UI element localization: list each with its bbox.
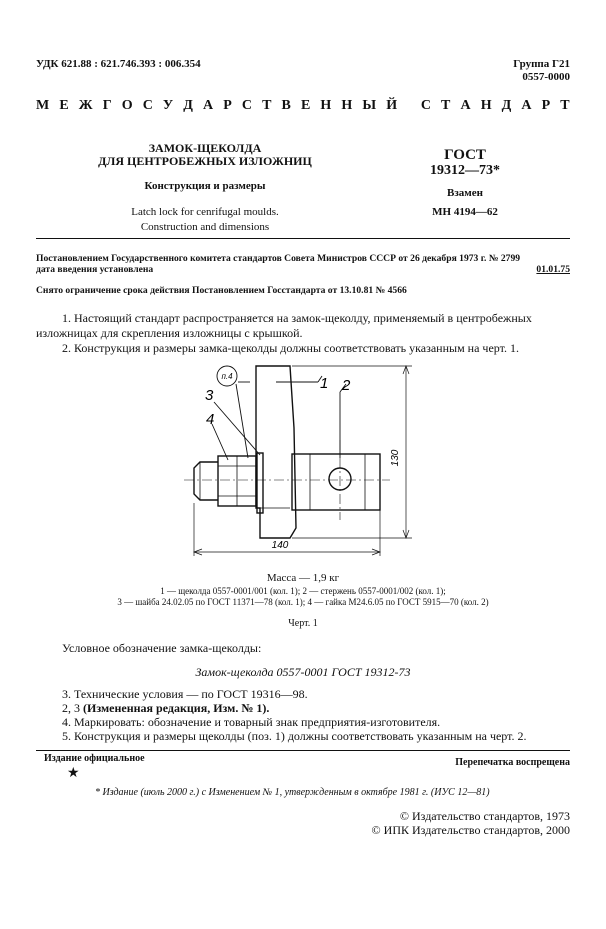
banner-letter: Р: [223, 98, 232, 113]
item-5: 5. Конструкция и размеры щеколды (поз. 1) должны соответствовать указанным на черт. 2.: [62, 729, 527, 743]
label-3: 3: [205, 387, 214, 404]
banner-letter: А: [203, 98, 214, 113]
banner-letter: Д: [501, 98, 512, 113]
title-ru-line-2: ДЛЯ ЦЕНТРОБЕЖНЫХ ИЗЛОЖНИЦ: [98, 154, 312, 168]
reprint-prohibited: Перепечатка воспрещена: [455, 757, 570, 768]
standard-banner: [36, 98, 570, 114]
intro-paragraphs: [36, 311, 570, 356]
label-1: 1: [320, 375, 329, 392]
decree-date: 01.01.75: [536, 264, 570, 275]
gost-number: 19312—73*: [430, 163, 500, 178]
mass: Масса — 1,9 кг: [266, 572, 340, 584]
decree-block: [36, 253, 570, 275]
item-3: 3. Технические условия — по ГОСТ 19316—98.: [62, 687, 308, 701]
banner-letter: Ж: [78, 98, 93, 113]
title-ru-line-1: ЗАМОК-ЩЕКОЛДА: [148, 141, 262, 155]
item-2-3-prefix: 2, 3: [62, 701, 83, 715]
group-code: [513, 58, 570, 84]
title-ru-subtitle: Конструкция и размеры: [144, 180, 266, 192]
designation-value: Замок-щеколда 0557-0001 ГОСТ 19312-73: [195, 665, 411, 679]
banner-letter: С: [420, 98, 431, 113]
replaces-number: МН 4194—62: [432, 206, 498, 218]
gost-block: [410, 147, 520, 220]
decree-line-1: Постановлением Государственного комитета стандартов Совета Министров СССР от 26 декабря 1973 г. № 2799: [36, 253, 521, 264]
banner-letter: В: [281, 98, 291, 113]
items-list: [62, 687, 570, 743]
parts-line-2: 3 — шайба 24.02.05 по ГОСТ 11371—78 (кол. 1); 4 — гайка М24.6.05 по ГОСТ 5915—70 (кол. 2): [117, 597, 489, 607]
official-edition: Издание официальное: [44, 753, 145, 764]
banner-letter: Д: [183, 98, 193, 113]
banner-letter: Р: [541, 98, 551, 113]
banner-letter: А: [460, 98, 471, 113]
banner-letter: Й: [386, 98, 398, 113]
banner-letter: Т: [441, 98, 451, 113]
group-line-1: Группа Г21: [513, 58, 570, 70]
banner-letter: Е: [59, 98, 69, 113]
item-2-3-bold: (Измененная редакция, Изм. № 1).: [83, 701, 270, 715]
group-line-2: 0557-0000: [522, 71, 570, 83]
paragraph-1a: 1. Настоящий стандарт распространяется на замок-щеколду, применяемый в центробежных: [62, 311, 532, 325]
banner-letter: [407, 98, 411, 114]
parts-line-1: 1 — щеколда 0557-0001/001 (кол. 1); 2 — стержень 0557-0001/002 (кол. 1);: [160, 586, 446, 596]
banner-letter: С: [241, 98, 253, 113]
banner-letter: У: [162, 98, 174, 113]
banner-letter: Н: [480, 98, 492, 113]
banner-letter: С: [142, 98, 153, 113]
dim-height: 130: [390, 449, 401, 467]
footer-rule: [36, 750, 570, 751]
item-2-3-note: [62, 701, 570, 715]
paragraph-1b: изложницах для скрепления изложницы с крышкой.: [36, 326, 303, 340]
replaces-label: Взамен: [447, 187, 483, 199]
copyright: [372, 809, 570, 837]
item-4: 4. Маркировать: обозначение и товарный знак предприятия-изготовителя.: [62, 715, 441, 729]
title-en-line-1: Latch lock for cenrifugal moulds.: [131, 206, 279, 218]
figure-caption: Черт. 1: [288, 618, 318, 629]
banner-letter: Т: [560, 98, 570, 113]
gost-label: ГОСТ: [444, 147, 486, 163]
title-en: [60, 205, 350, 235]
designation-label: Условное обозначение замка-щеколды:: [62, 641, 262, 655]
paragraph-2: 2. Конструкция и размеры замка-щеколды должны соответствовать указанным на черт. 1.: [62, 341, 519, 355]
title-ru: [60, 142, 350, 168]
edition-note: * Издание (июль 2000 г.) с Изменением № 1, утвержденным в октябре 1981 г. (ИУС 12—81): [95, 787, 490, 798]
limit-removed: Снято ограничение срока действия Постановлением Госстандарта от 13.10.81 № 4566: [36, 285, 407, 296]
banner-letter: Г: [102, 98, 112, 113]
decree-line-2: дата введения установлена: [36, 264, 154, 275]
banner-letter: О: [121, 98, 133, 113]
copyright-2: © ИПК Издательство стандартов, 2000: [371, 823, 570, 837]
latch-lock-drawing: [180, 358, 430, 568]
label-4: 4: [206, 411, 215, 428]
note-label: п.4: [221, 372, 233, 381]
label-2: 2: [342, 377, 351, 394]
banner-letter: Н: [320, 98, 332, 113]
banner-letter: А: [521, 98, 532, 113]
banner-letter: Ы: [362, 98, 377, 113]
parts-list: [36, 586, 570, 608]
title-en-line-2: Construction and dimensions: [140, 221, 270, 233]
banner-letter: Е: [300, 98, 311, 113]
banner-letter: Т: [262, 98, 272, 113]
banner-letter: Н: [341, 98, 353, 113]
dim-width: 140: [271, 540, 289, 551]
banner-letter: М: [36, 98, 50, 113]
udk-code: УДК 621.88 : 621.746.393 : 006.354: [36, 58, 201, 70]
copyright-1: © Издательство стандартов, 1973: [399, 809, 570, 823]
top-rule: [36, 238, 570, 239]
star-icon: ★: [67, 766, 80, 781]
